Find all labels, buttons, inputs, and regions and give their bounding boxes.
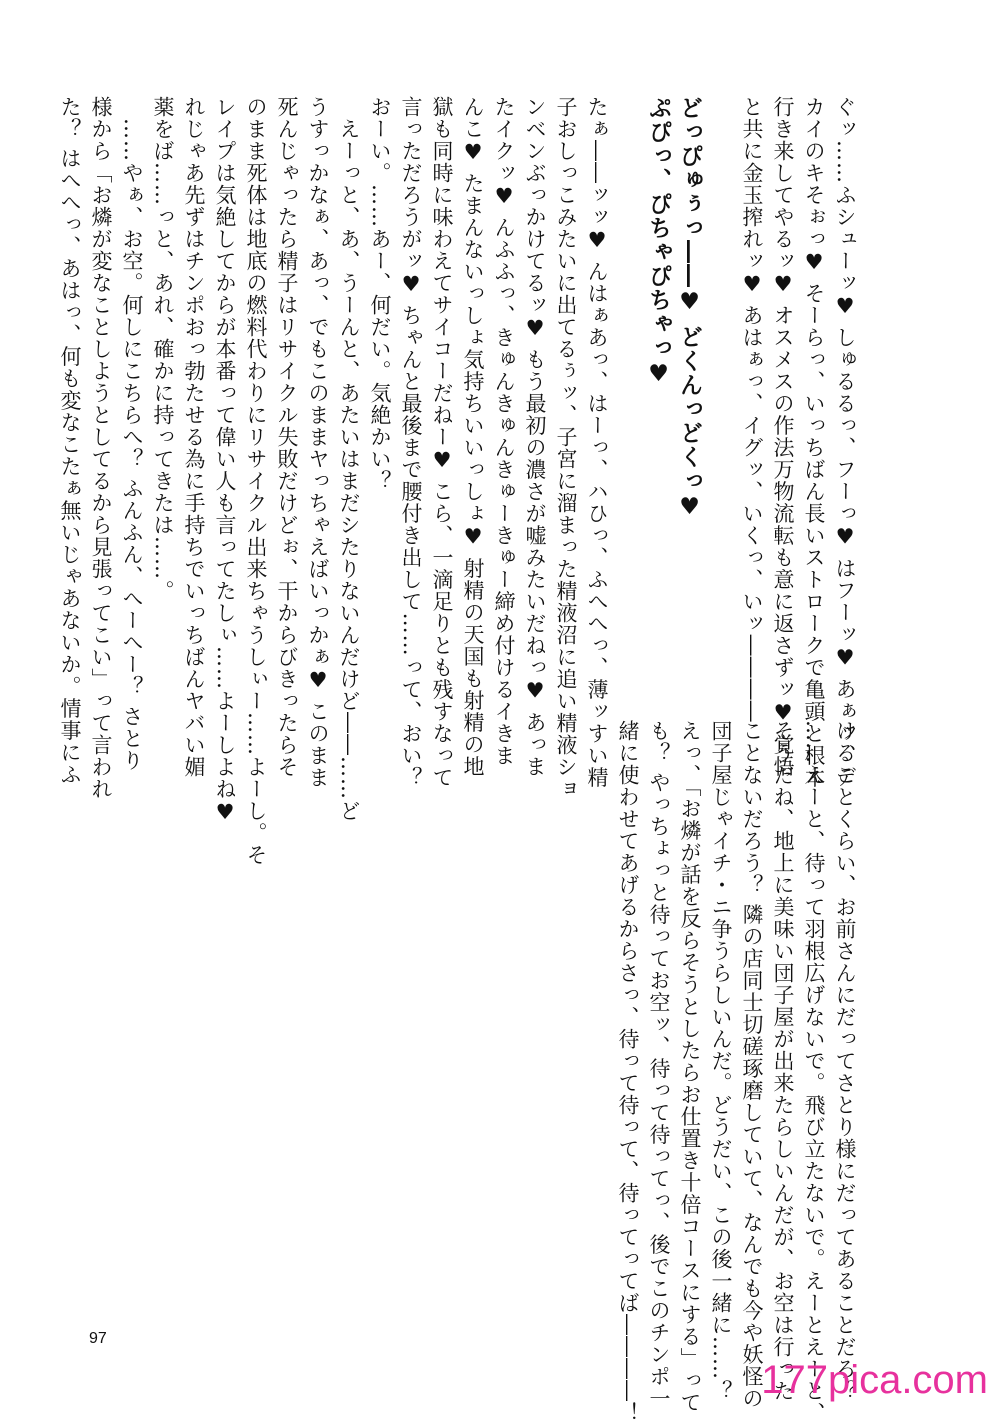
text-column: えっ、「お燐が話を反らそうとしたらお仕置き十倍コースにする」って	[678, 720, 702, 1414]
lower-text-block	[616, 720, 860, 1424]
text-column: どっぴゅぅっ――♥ どくんっどくっ♥	[676, 96, 703, 522]
text-column: れじゃあ先ずはチンポおっ勃たせる為に手持ちでいっちばんヤバい媚	[182, 96, 206, 778]
text-column: たぁ――ッッ♥ んはぁあっ、はーっ、ハひっ、ふへへっ、薄ッすい精	[585, 96, 609, 789]
text-column: も？ やっちょっと待ってお空ッ、待って待ってっ、後でこのチンポ一	[647, 720, 671, 1410]
text-column: カイのキそぉっ♥ そーらっ、いっちばん長いストロークで亀頭と根本	[802, 96, 826, 789]
text-column: ぐッ……ふシューッ♥ しゅるるっ、フーっ♥ はフーッ♥ あぁッ、デ	[833, 96, 857, 789]
text-column: 子おしっこみたいに出てるぅッ、子宮に溜まった精液沼に追い精液ショ	[554, 96, 578, 800]
text-column	[612, 96, 643, 696]
page-number: 97	[89, 1330, 107, 1347]
text-column: 様から「お燐が変なことしようとしてるから見張ってこい」って言われ	[89, 96, 113, 800]
text-column: んこ♥ たまんないっしょ気持ちいいっしょ♥ 射精の天国も射精の地	[461, 96, 485, 778]
text-column: 緒に使わせてあげるからさっ、待って待って、待ってってば――――！	[616, 720, 640, 1424]
text-column	[705, 96, 736, 696]
text-column: と共に金玉搾れッ♥ あはぁっ、イグッ、いくっ、いッ――――	[740, 96, 764, 723]
text-column: レイプは気絶してからが本番って偉い人も言ってたしぃ……よーしよね♥	[213, 96, 237, 825]
text-column: た？ はへへっ、あはっ、何も変なこたぁ無いじゃあないか。情事にふ	[58, 96, 82, 786]
text-column: うすっかなぁ、あっ、でもこのままヤっちゃえばいっかぁ♥ このまま	[306, 96, 330, 789]
text-column: 団子屋じゃイチ・ニ争うらしいんだ。どうだい、この後一緒に……？	[709, 720, 733, 1402]
upper-text-block	[58, 96, 860, 866]
text-column: 行き来してやるッ♥ オスメスの作法万物流転も意に返さずッ♥ 覚悟	[771, 96, 795, 778]
text-column: 獄も同時に味わえてサイコーだねー♥ こら、一滴足りとも残すなって	[430, 96, 454, 789]
text-column: ……えーと、待って羽根広げないで。飛び立たないで。えーとえーと、	[802, 720, 826, 1424]
text-column: そうだね、地上に美味い団子屋が出来たらしいんだが、お空は行った	[771, 720, 795, 1402]
text-column: ンベンぶっかけてるッ♥ もう最初の濃さが嘘みたいだねっ♥ あっま	[523, 96, 547, 778]
text-column: えーっと、あ、うーんと、あたいはまだシたりないんだけど――……ど	[337, 96, 361, 822]
text-column: 死んじゃったら精子はリサイクル失敗だけどぉ、干からびきったらそ	[275, 96, 299, 778]
text-column: 薬をば……っと、あれ、確かに持ってきたは……。	[151, 96, 175, 602]
text-column: ……やぁ、お空。何しにこちらへ？ ふんふん、へーへー？ さとり	[120, 96, 144, 772]
watermark: 177pica.com	[761, 1358, 988, 1402]
text-column: たイクッ♥ んふふっ、きゅんきゅんきゅーきゅー締め付けるイきま	[492, 96, 516, 767]
text-column: 言っただろうがッ♥ ちゃんと最後まで腰付き出して……って、おい？	[399, 96, 423, 789]
text-column: ことないだろう？ 隣の店同士切磋琢磨していて、なんでも今や妖怪の	[740, 720, 764, 1410]
text-column: ぷぴっ、ぴちゃぴちゃっ♥	[645, 96, 672, 388]
text-column: けることくらい、お前さんにだってさとり様にだってあることだろ？	[833, 720, 857, 1402]
text-column: おーい。……あー、何だい。気絶かい？	[368, 96, 392, 492]
text-column: のまま死体は地底の燃料代わりにリサイクル出来ちゃうしぃー……よーし。そ	[244, 96, 268, 866]
